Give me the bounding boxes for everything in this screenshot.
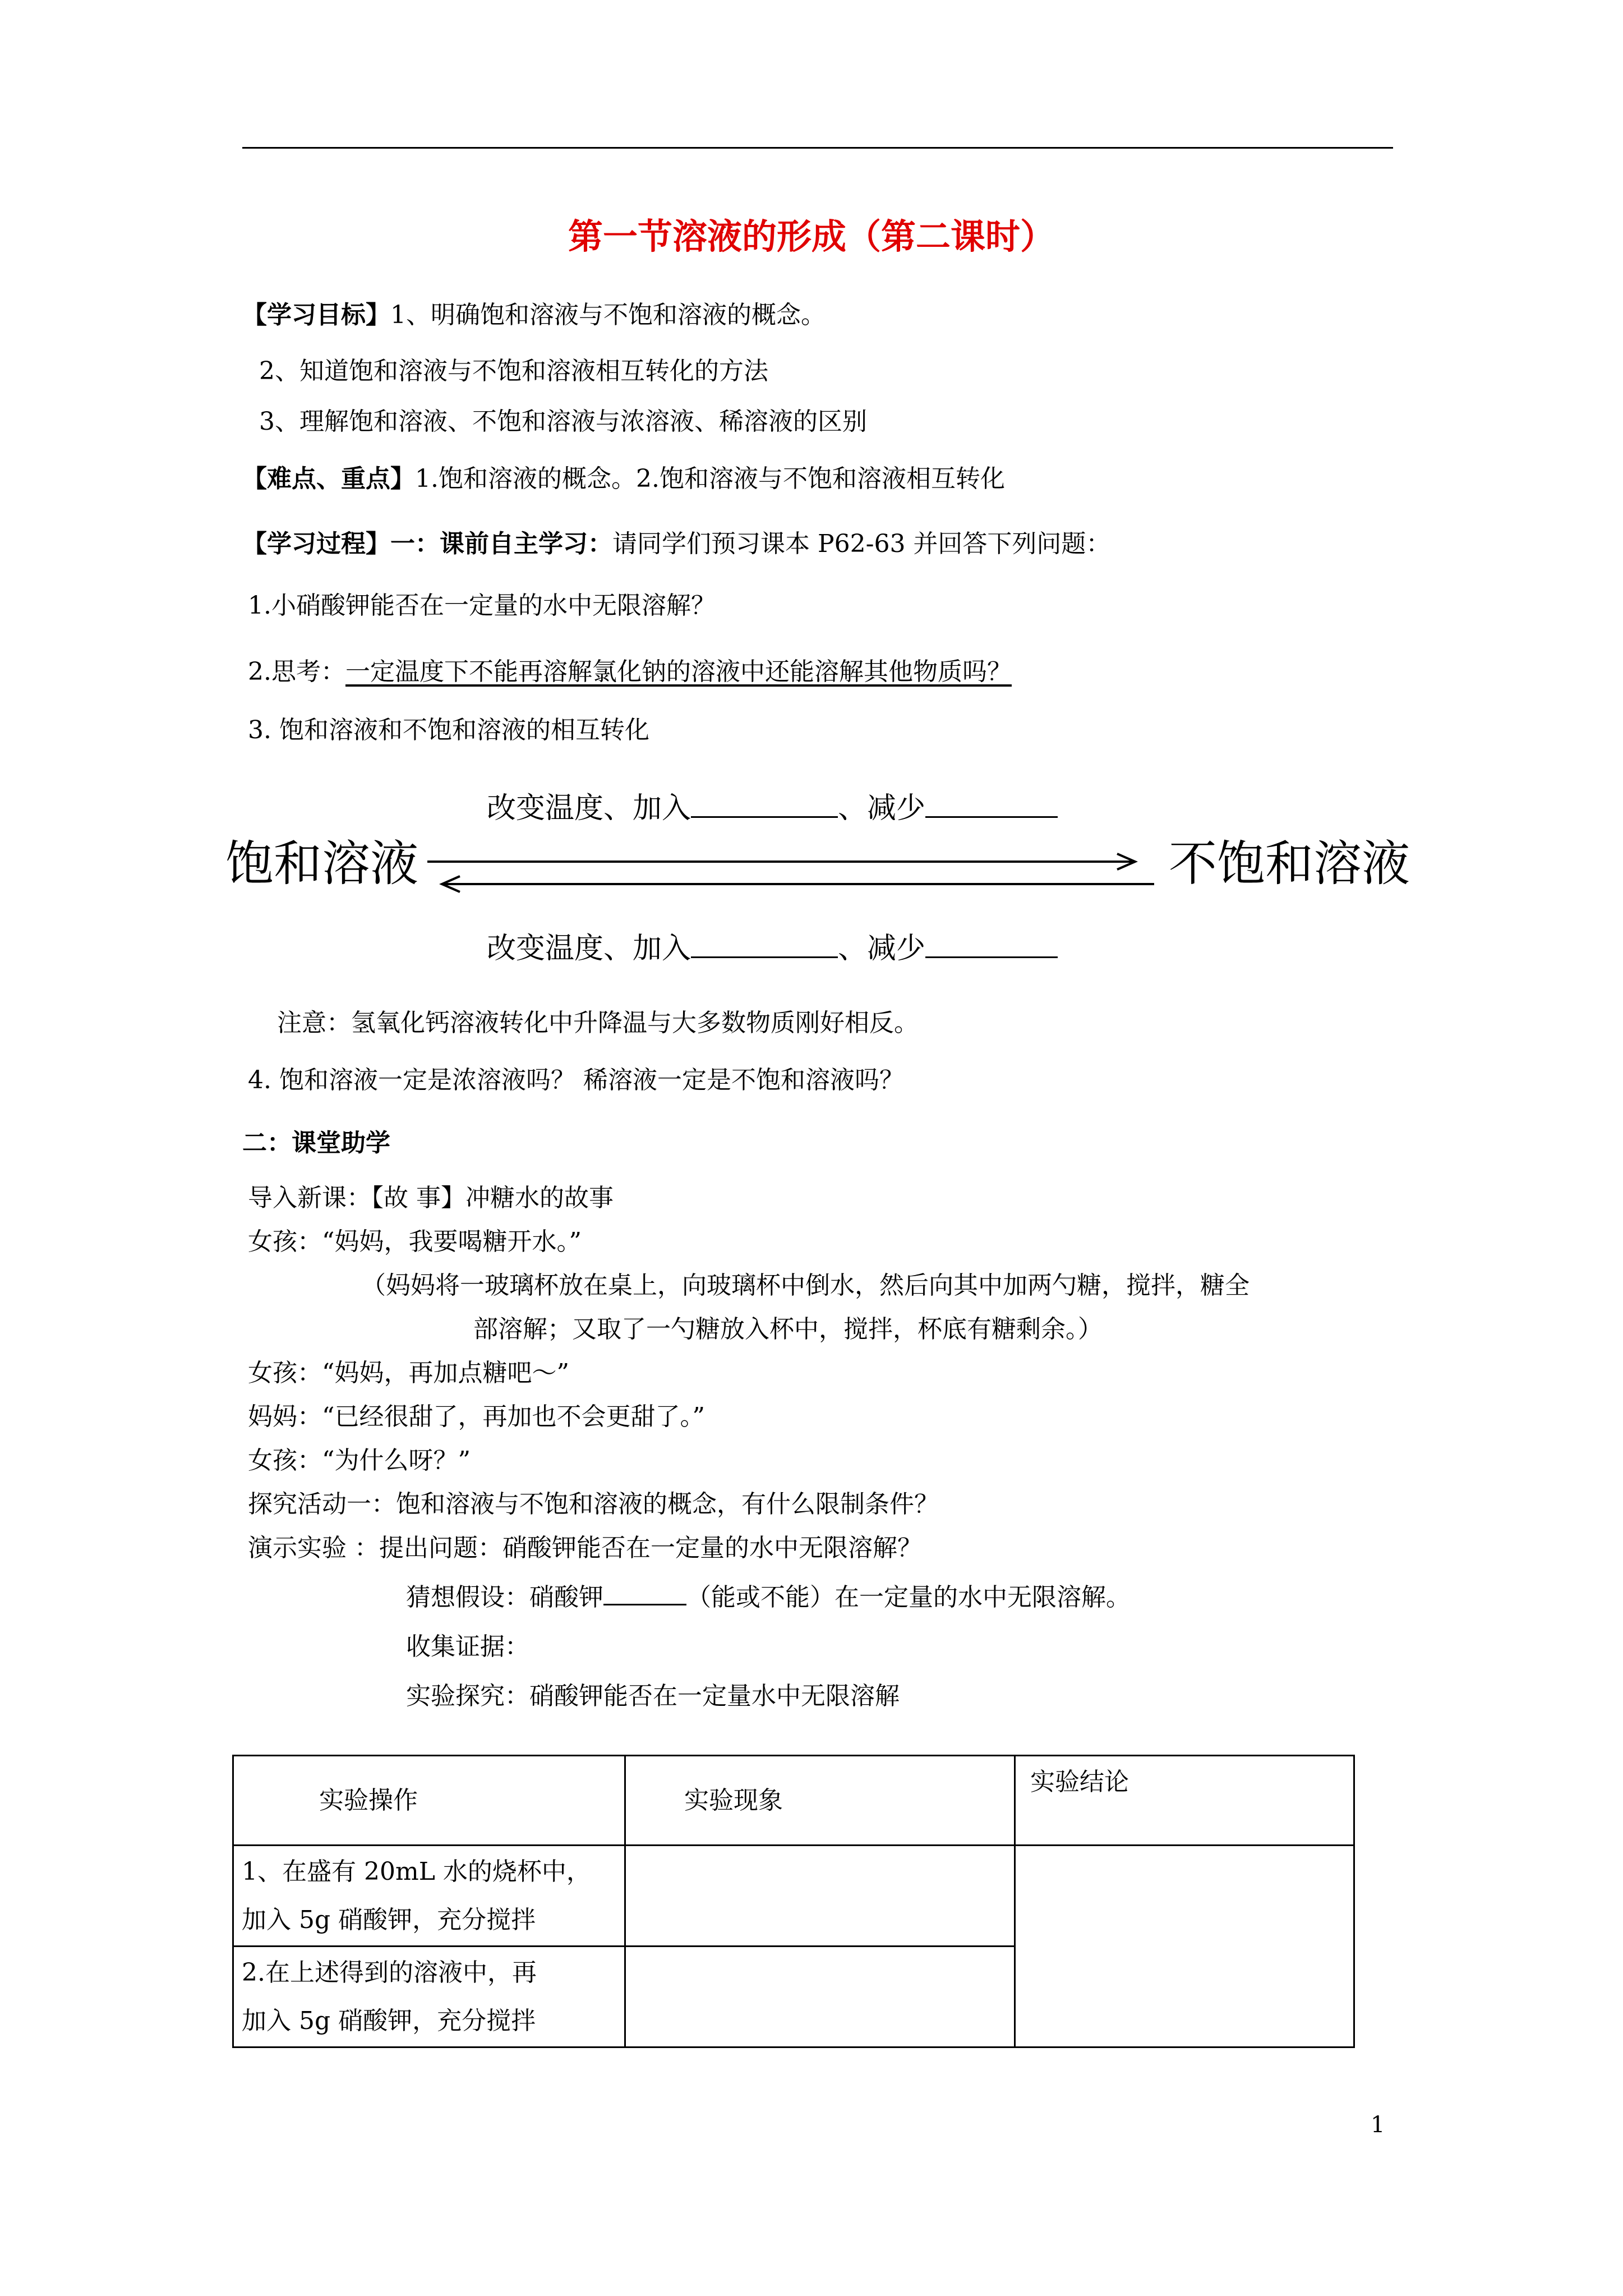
row2-operation xyxy=(233,1947,625,2047)
goals-item-3: 3、理解饱和溶液、不饱和溶液与浓溶液、稀溶液的区别 xyxy=(259,407,867,436)
row1-phenomenon xyxy=(625,1846,1015,1947)
story-line-2a: （妈妈将一玻璃杯放在桌上，向玻璃杯中倒水，然后向其中加两勺糖，搅拌，糖全 xyxy=(361,1271,1249,1300)
process-tag: 【学习过程】 xyxy=(242,530,390,558)
focus-text: 1.饱和溶液的概念。2.饱和溶液与不饱和溶液相互转化 xyxy=(415,464,1005,493)
goals-tag: 【学习目标】 xyxy=(242,301,390,329)
row1-operation-line2: 加入 5g 硝酸钾，充分搅拌 xyxy=(242,1905,536,1934)
goals-item-2: 2、知道饱和溶液与不饱和溶液相互转化的方法 xyxy=(259,357,768,385)
page-title: 第一节溶液的形成（第二课时） xyxy=(568,216,1055,257)
diagram-top-mid: 、减少 xyxy=(838,792,926,825)
diagram-top-condition xyxy=(487,789,1058,828)
forward-arrow xyxy=(427,854,1135,869)
goals-item-1: 1、明确饱和溶液与不饱和溶液的概念。 xyxy=(390,301,826,329)
header-rule xyxy=(242,147,1393,149)
header-phenomenon: 实验现象 xyxy=(625,1756,1015,1846)
experiment-explore: 实验探究：硝酸钾能否在一定量水中无限溶解 xyxy=(406,1682,900,1710)
page-number: 1 xyxy=(1371,2112,1385,2138)
diagram-bottom-blank-1 xyxy=(691,934,838,958)
conclusion-cell xyxy=(1015,1846,1354,2047)
story-line-2b: 部溶解；又取了一勺糖放入杯中，搅拌，杯底有糖剩余。） xyxy=(473,1315,1103,1343)
diagram-bottom-mid: 、减少 xyxy=(838,932,926,965)
diagram-top-blank-2 xyxy=(925,794,1058,818)
section1-title: 一：课前自主学习： xyxy=(390,530,612,558)
hypothesis-suffix: （能或不能）在一定量的水中无限溶解。 xyxy=(686,1583,1131,1612)
story-line-4: 妈妈：“已经很甜了，再加也不会更甜了。” xyxy=(248,1402,705,1431)
diagram-bottom-prefix: 改变温度、加入 xyxy=(487,932,691,965)
row2-operation-line1: 2.在上述得到的溶液中，再 xyxy=(242,1958,537,1987)
goals-line-1 xyxy=(242,298,826,332)
focus-line xyxy=(242,462,1005,496)
question-2-label: 2.思考： xyxy=(248,657,345,686)
hypothesis-prefix: 猜想假设：硝酸钾 xyxy=(406,1583,603,1612)
note: 注意：氢氧化钙溶液转化中升降温与大多数物质刚好相反。 xyxy=(277,1009,919,1037)
diagram-top-blank-1 xyxy=(691,794,838,818)
story-line-1: 女孩：“妈妈，我要喝糖开水。” xyxy=(248,1227,582,1256)
process-line xyxy=(242,527,1110,561)
demo-experiment: 演示实验 ：提出问题：硝酸钾能否在一定量的水中无限溶解？ xyxy=(248,1534,922,1562)
header-operation: 实验操作 xyxy=(233,1756,625,1846)
question-4: 4. 饱和溶液一定是浓溶液吗？ 稀溶液一定是不饱和溶液吗？ xyxy=(248,1066,904,1094)
conversion-arrows xyxy=(415,847,1166,898)
question-1: 1.小硝酸钾能否在一定量的水中无限溶解？ xyxy=(248,591,716,620)
focus-tag: 【难点、重点】 xyxy=(242,464,415,493)
question-2 xyxy=(248,655,1012,689)
question-3: 3. 饱和溶液和不饱和溶液的相互转化 xyxy=(248,716,649,744)
saturated-solution-label: 饱和溶液 xyxy=(225,836,418,892)
process-intro: 请同学们预习课本 P62-63 并回答下列问题： xyxy=(612,530,1111,558)
story-line-3: 女孩：“妈妈，再加点糖吧～” xyxy=(248,1359,569,1387)
story-line-5: 女孩：“为什么呀？” xyxy=(248,1446,471,1475)
story-intro: 导入新课：【故 事】冲糖水的故事 xyxy=(248,1184,614,1212)
question-2-text: 一定温度下不能再溶解氯化钠的溶液中还能溶解其他物质吗？ xyxy=(345,657,1012,686)
collect-evidence: 收集证据： xyxy=(406,1632,529,1661)
diagram-bottom-condition xyxy=(487,929,1058,968)
backward-arrow xyxy=(442,876,1154,892)
experiment-table xyxy=(232,1755,1355,2048)
table-row xyxy=(233,1846,1354,1947)
hypothesis-blank xyxy=(603,1581,686,1605)
hypothesis-line xyxy=(406,1581,1131,1614)
unsaturated-solution-label: 不饱和溶液 xyxy=(1169,836,1410,892)
row1-operation-line1: 1、在盛有 20mL 水的烧杯中， xyxy=(242,1857,591,1886)
header-conclusion: 实验结论 xyxy=(1015,1756,1354,1846)
section2-title: 二：课堂助学 xyxy=(242,1129,390,1157)
row2-phenomenon xyxy=(625,1947,1015,2047)
diagram-top-prefix: 改变温度、加入 xyxy=(487,792,691,825)
row2-operation-line2: 加入 5g 硝酸钾，充分搅拌 xyxy=(242,2006,536,2035)
diagram-bottom-blank-2 xyxy=(925,934,1058,958)
table-header-row xyxy=(233,1756,1354,1846)
row1-operation xyxy=(233,1846,625,1947)
inquiry-activity: 探究活动一：饱和溶液与不饱和溶液的概念，有什么限制条件？ xyxy=(248,1490,939,1519)
